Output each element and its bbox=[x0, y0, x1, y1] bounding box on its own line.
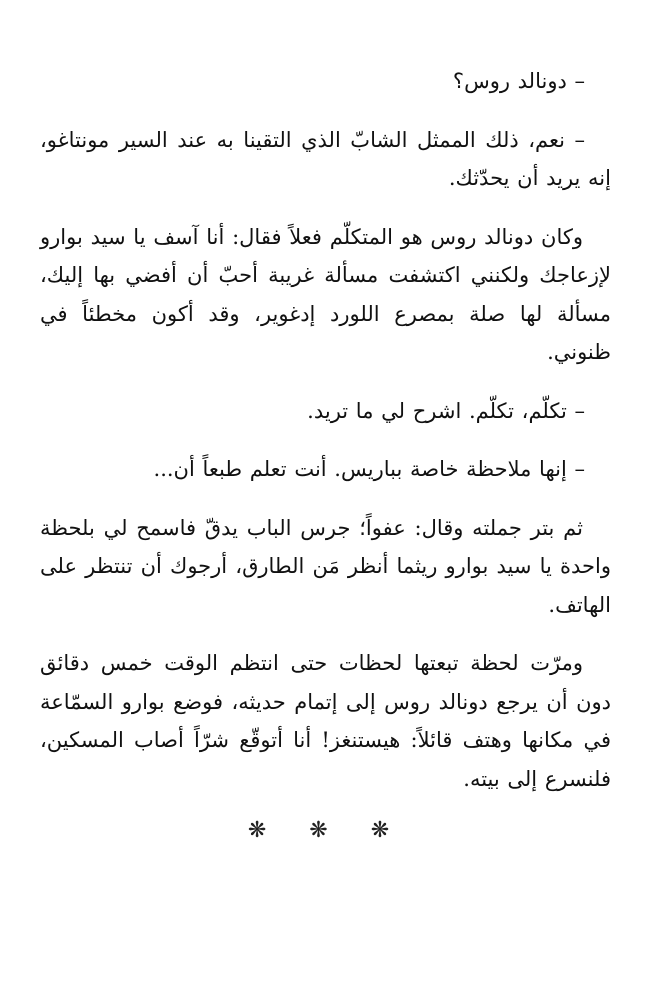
narrative-paragraph-1: وكان دونالد روس هو المتكلّم فعلاً فقال: أنا آسف يا سيد بوارو لإزعاجك ولكنني اكتشفت مسألة غريبة أحبّ أن أفضي بها إليك، مسألة لها صلة بمصرع اللورد إدغوير، وقد أكون مخطئاً في ظنوني. bbox=[40, 224, 611, 364]
dialogue-line-4: – إنها ملاحظة خاصة بباريس. أنت تعلم طبعاً أن... bbox=[153, 457, 585, 481]
narrative-paragraph-3: ومرّت لحظة تبعتها لحظات حتى انتظم الوقت خمس دقائق دون أن يرجع دونالد روس إلى إتمام حديثه، فوضع بوارو السمّاعة في مكانها وهتف قائلاً: هيستنغز! أنا أتوقّع شرّاً أصاب المسكين، فلنسرع إلى بيته. bbox=[40, 651, 611, 791]
asterism-mark-icon: ❋ bbox=[309, 818, 342, 843]
asterism-mark-icon: ❋ bbox=[247, 818, 281, 843]
dialogue-line-3: – تكلّم، تكلّم. اشرح لي ما تريد. bbox=[307, 398, 585, 423]
dialogue-line-1: – دونالد روس؟ bbox=[452, 69, 585, 93]
section-separator bbox=[40, 818, 611, 843]
narrative-paragraph-2: ثم بتر جملته وقال: عفواً؛ جرس الباب يدقّ فاسمح لي بلحظة واحدة يا سيد بوارو ريثما أنظر مَن الطارق، أرجوك أن تنتظر على الهاتف. bbox=[40, 515, 611, 617]
dialogue-line-2: – نعم، ذلك الممثل الشابّ الذي التقينا به عند السير مونتاغو، إنه يريد أن يحدّثك. bbox=[40, 127, 611, 190]
asterism-mark-icon: ❋ bbox=[370, 818, 404, 843]
